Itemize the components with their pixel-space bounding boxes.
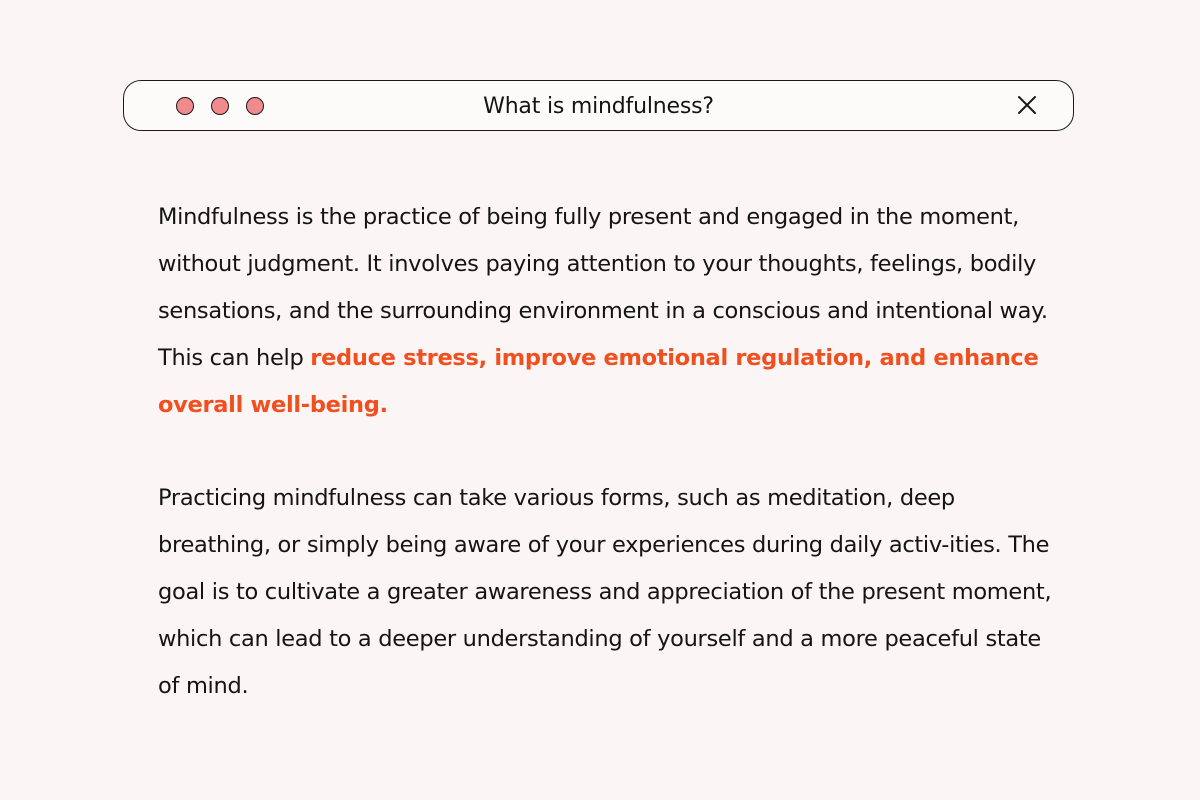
article-body [158,194,1058,756]
window-title: What is mindfulness? [483,94,714,119]
paragraph-1-text: Mindfulness is the practice of being fully present and engaged in the moment, without judgment. It involves paying attention to your thoughts, feelings, bodily sensations, and the surrounding environment in a conscious and intentional way. This can help [158,204,1048,371]
window-titlebar [123,80,1074,131]
paragraph-1 [158,194,1058,429]
close-icon[interactable] [1016,94,1038,116]
paragraph-2: Practicing mindfulness can take various forms, such as meditation, deep breathing, or simply being aware of your experiences during daily activ-ities. The goal is to cultivate a greater awareness and appreciation of the present moment, which can lead to a deeper understanding of yourself and a more peaceful state of mind. [158,485,1052,699]
paragraph-1-highlight: reduce stress, improve emotional regulation, and enhance overall well-being. [158,345,1039,418]
